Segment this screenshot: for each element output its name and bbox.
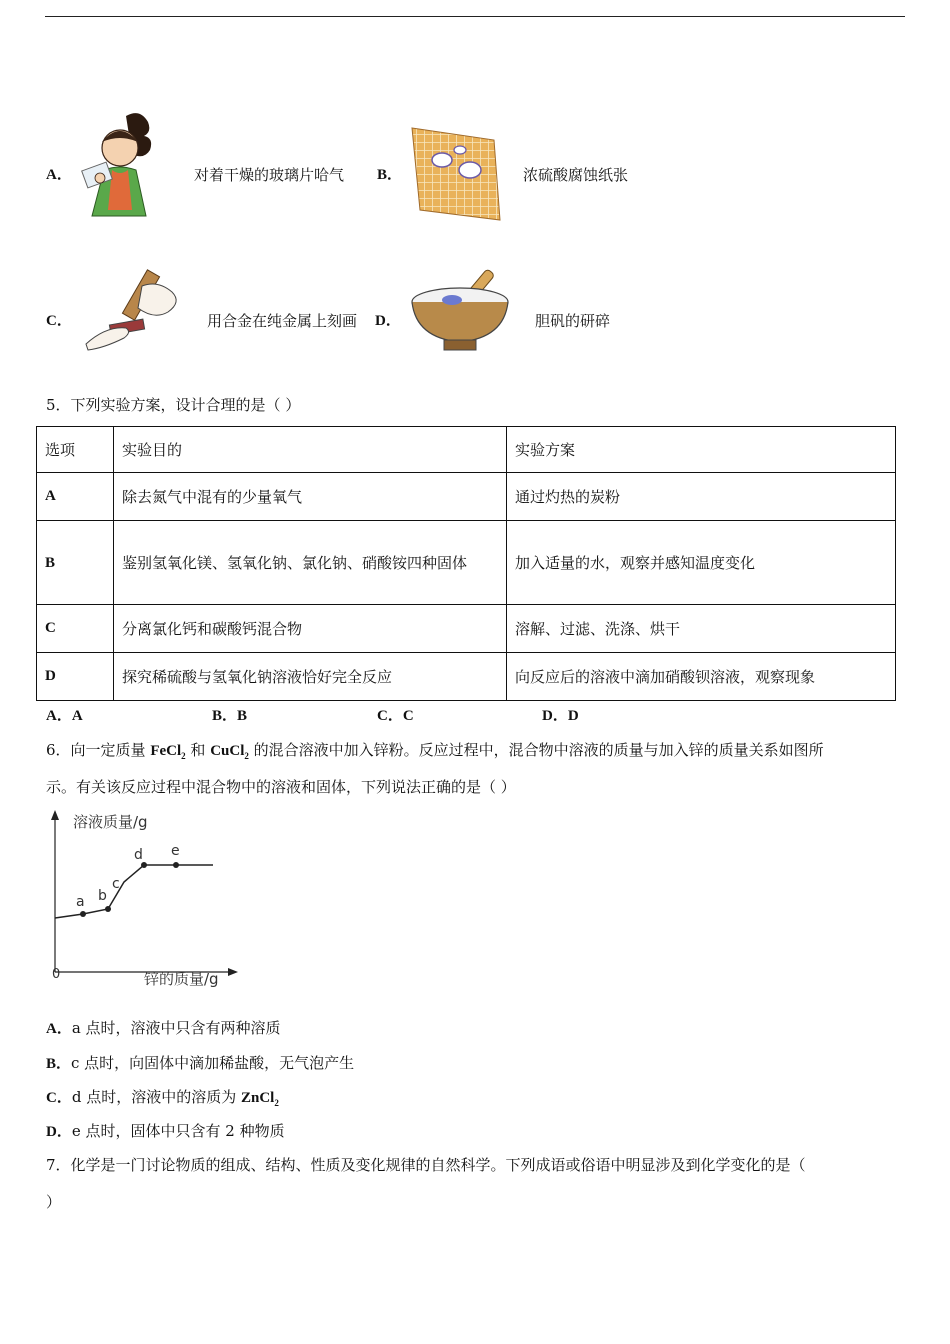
point-label-e: e — [171, 843, 180, 859]
table-cell: 溶解、过滤、洗涤、烘干 — [507, 605, 896, 653]
girl-breathing-on-glass-image — [78, 108, 168, 220]
table-row — [37, 605, 896, 653]
x-axis-arrow — [228, 968, 238, 976]
table-cell: 鉴别氢氧化镁、氢氧化钠、氯化钠、硝酸铵四种固体 — [114, 521, 507, 605]
point-label-d: d — [134, 847, 143, 863]
point-label-a: a — [76, 894, 85, 910]
table-cell: 加入适量的水，观察并感知温度变化 — [507, 521, 896, 605]
y-axis-arrow — [51, 810, 59, 820]
solution-mass-chart — [40, 808, 250, 994]
chart-curve — [55, 865, 213, 918]
option-c-label: C． — [46, 313, 72, 329]
header-rule — [45, 16, 905, 17]
option-a-label: A． — [46, 167, 72, 183]
option-c-text: 用合金在纯金属上刻画 — [207, 312, 358, 330]
q6-option-c — [46, 1087, 279, 1113]
question-7-line-1: 7．化学是一门讨论物质的组成、结构、性质及变化规律的自然科学。下列成语或俗语中明显涉及到化学变化的是（ — [46, 1156, 806, 1174]
origin-label: 0 — [52, 967, 61, 982]
answer-choice-a: A．A — [46, 708, 83, 724]
table-cell: D — [37, 653, 114, 701]
point-e — [173, 862, 179, 868]
mortar-and-pestle-image — [408, 262, 518, 358]
option-text: c 点时，向固体中滴加稀盐酸，无气泡产生 — [71, 1054, 355, 1072]
option-a-text: 对着干燥的玻璃片哈气 — [194, 166, 345, 184]
y-axis-label: 溶液质量/g — [73, 813, 148, 831]
table-cell: 通过灼热的炭粉 — [507, 473, 896, 521]
table-cell: A — [37, 473, 114, 521]
q6-option-b — [46, 1053, 354, 1074]
option-text: a 点时，溶液中只含有两种溶质 — [71, 1019, 281, 1037]
table-row — [37, 653, 896, 701]
q6-option-a — [46, 1018, 281, 1039]
corroded-paper-image — [408, 126, 504, 222]
answer-choice-d: D．D — [542, 708, 579, 724]
answer-choice-c: C．C — [377, 708, 414, 724]
table-cell: 分离氯化钙和碳酸钙混合物 — [114, 605, 507, 653]
table-header-row — [37, 427, 896, 473]
table-cell: 向反应后的溶液中滴加硝酸钡溶液，观察现象 — [507, 653, 896, 701]
option-text: d 点时，溶液中的溶质为 — [71, 1088, 241, 1106]
table-cell: 除去氮气中混有的少量氧气 — [114, 473, 507, 521]
question-6-line-2: 示。有关该反应过程中混合物中的溶液和固体，下列说法正确的是（ ） — [46, 778, 516, 796]
q6-text: 和 — [185, 741, 211, 759]
formula-zncl2 — [241, 1090, 279, 1106]
option-d-label: D． — [375, 313, 401, 329]
option-d-text: 胆矾的研碎 — [535, 312, 611, 330]
table-row — [37, 521, 896, 605]
point-label-b: b — [98, 888, 107, 904]
option-b-label: B． — [377, 167, 403, 183]
table-header-cell: 实验方案 — [507, 427, 896, 473]
option-label: D． — [46, 1124, 72, 1140]
experiment-table — [36, 426, 896, 701]
table-cell: B — [37, 521, 114, 605]
table-header-cell: 选项 — [37, 427, 114, 473]
subscript: 2 — [274, 1098, 279, 1108]
point-a — [80, 911, 86, 917]
option-text: e 点时，固体中只含有 2 种物质 — [71, 1122, 285, 1140]
table-cell: 探究稀硫酸与氢氧化钠溶液恰好完全反应 — [114, 653, 507, 701]
option-label: A． — [46, 1021, 72, 1037]
formula-fecl2 — [150, 743, 185, 759]
alloy-scratching-metal-image — [80, 264, 186, 356]
question-7-line-2: ） — [46, 1193, 62, 1211]
q6-text: 的混合溶液中加入锌粉。反应过程中，混合物中溶液的质量与加入锌的质量关系如图所 — [248, 741, 824, 759]
formula-cucl2 — [210, 743, 249, 759]
table-cell: C — [37, 605, 114, 653]
question-5-stem: 5．下列实验方案，设计合理的是（ ） — [46, 396, 301, 414]
option-label: B． — [46, 1056, 72, 1072]
subscript: 2 — [181, 751, 186, 761]
subscript: 2 — [244, 751, 249, 761]
point-b — [105, 906, 111, 912]
formula-text: FeCl — [150, 743, 182, 759]
point-label-c: c — [112, 876, 120, 892]
table-row — [37, 473, 896, 521]
option-b-text: 浓硫酸腐蚀纸张 — [523, 166, 629, 184]
formula-text: CuCl — [210, 743, 245, 759]
answer-choice-b: B．B — [212, 708, 248, 724]
option-label: C． — [46, 1090, 72, 1106]
q6-option-d — [46, 1121, 285, 1142]
q6-text: 6．向一定质量 — [46, 741, 151, 759]
question-6-line-1 — [46, 740, 824, 766]
x-axis-label: 锌的质量/g — [144, 970, 219, 988]
table-header-cell: 实验目的 — [114, 427, 507, 473]
formula-text: ZnCl — [240, 1090, 275, 1106]
